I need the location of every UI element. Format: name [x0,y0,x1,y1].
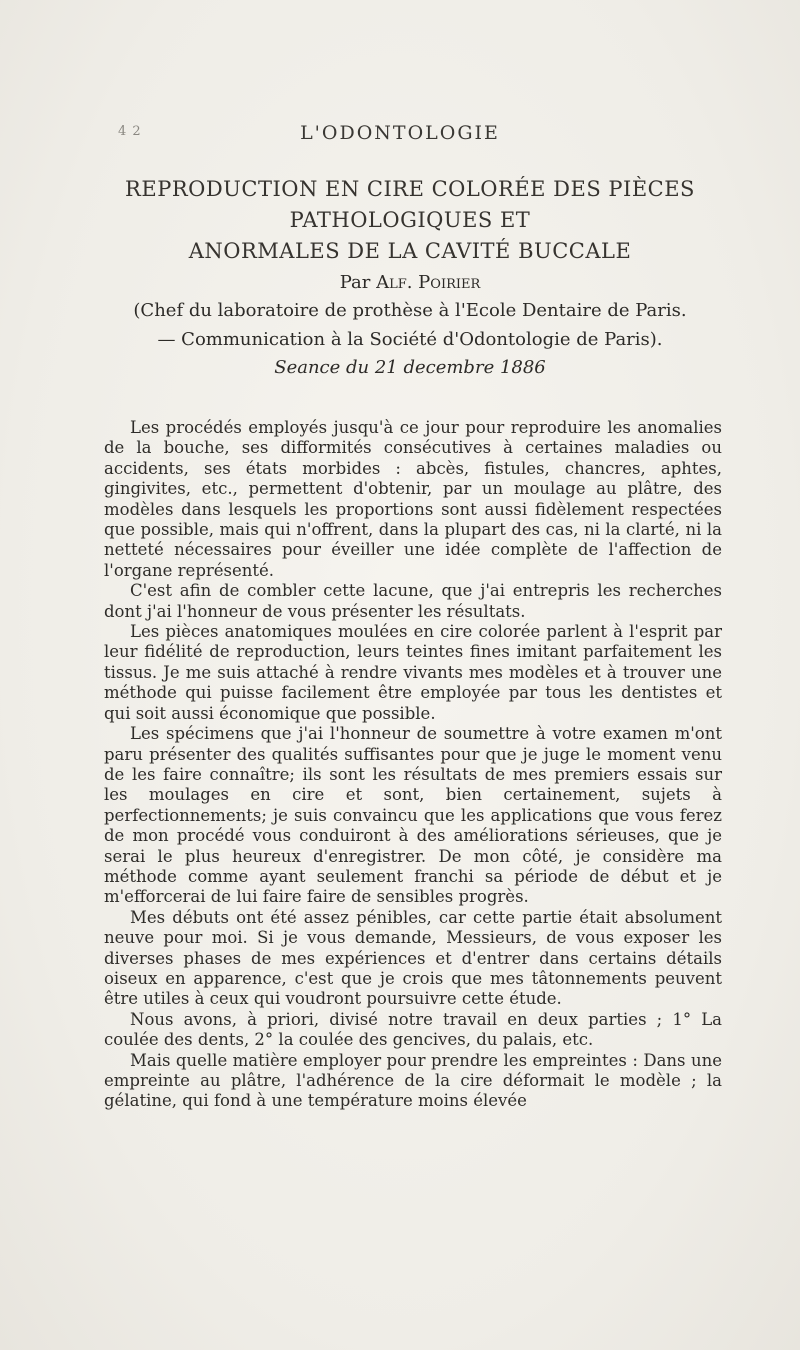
article-header [90,174,730,382]
byline [90,269,730,296]
byline-prefix: Par [339,272,371,293]
article-title-line-1: REPRODUCTION EN CIRE COLORÉE DES PIÈCES [125,177,695,201]
article-body [104,418,722,1112]
affiliation-line-2: — Communication à la Société d'Odontologie de Paris). [157,329,663,350]
paragraph: Les spécimens que j'ai l'honneur de soumettre à votre examen m'ont paru présenter des qualités suffisantes pour que je juge le moment venu de les faire connaître; ils sont les résultats de mes premiers essais sur les moulages en cire et sont, bien certainement, sujets à perfectionnements; je suis convaincu que les applications que vous ferez de mon procédé vous conduiront à des améliorations sérieuses, que je serai le plus heureux d'enregistrer. De mon côté, je considère ma méthode comme ayant seulement franchi sa période de début et je m'efforcerai de lui faire faire de sensibles progrès. [104,724,722,907]
paragraph: Les procédés employés jusqu'à ce jour pour reproduire les anomalies de la bouche, ses difformités consécutives à certaines maladies ou accidents, ses états morbides : abcès, fistules, chancres, aphtes, gingivites, etc., permettent d'obtenir, par un moulage au plâtre, des modèles dans lesquels les proportions sont aussi fidèlement respectées que possible, mais qui n'offrent, dans la plupart des cas, ni la clarté, ni la netteté nécessaires pour éveiller une idée complète de l'affection de l'organe représenté. [104,418,722,580]
paragraph: Mais quelle matière employer pour prendre les empreintes : Dans une empreinte au plâtre, l'adhérence de la cire déformait le modèle ; la gélatine, qui fond à une température moins élevée [104,1050,722,1111]
paragraph: Mes débuts ont été assez pénibles, car cette partie était absolument neuve pour moi. Si je vous demande, Messieurs, de vous exposer les diverses phases de mes expériences et d'entrer dans certains détails oiseux en apparence, c'est que je crois que mes tâtonnements peuvent être utiles à ceux qui voudront poursuivre cette étude. [104,907,722,1009]
author-name: Alf. Poirier [376,272,481,293]
article-title-line-2: PATHOLOGIQUES ET [289,208,531,232]
page-number: 4 2 [118,124,142,139]
article-title-line-3: ANORMALES DE LA CAVITÉ BUCCALE [188,239,632,263]
paragraph: C'est afin de combler cette lacune, que j'ai entrepris les recherches dont j'ai l'honneur de vous présenter les résultats. [104,581,722,621]
seance-date: Seance du 21 decembre 1886 [274,357,546,378]
paragraph: Nous avons, à priori, divisé notre travail en deux parties ; 1° La coulée des dents, 2° la coulée des gencives, du palais, etc. [104,1009,722,1050]
journal-title: L'ODONTOLOGIE [300,122,500,144]
running-head [0,122,800,146]
affiliation-line-1: (Chef du laboratoire de prothèse à l'Ecole Dentaire de Paris. [133,300,687,321]
paragraph: Les pièces anatomiques moulées en cire colorée parlent à l'esprit par leur fidélité de reproduction, leurs teintes fines imitant parfaitement les tissus. Je me suis attaché à rendre vivants mes modèles et à trouver une méthode qui puisse facilement être employée par tous les dentistes et qui soit aussi économique que possible. [104,622,722,723]
